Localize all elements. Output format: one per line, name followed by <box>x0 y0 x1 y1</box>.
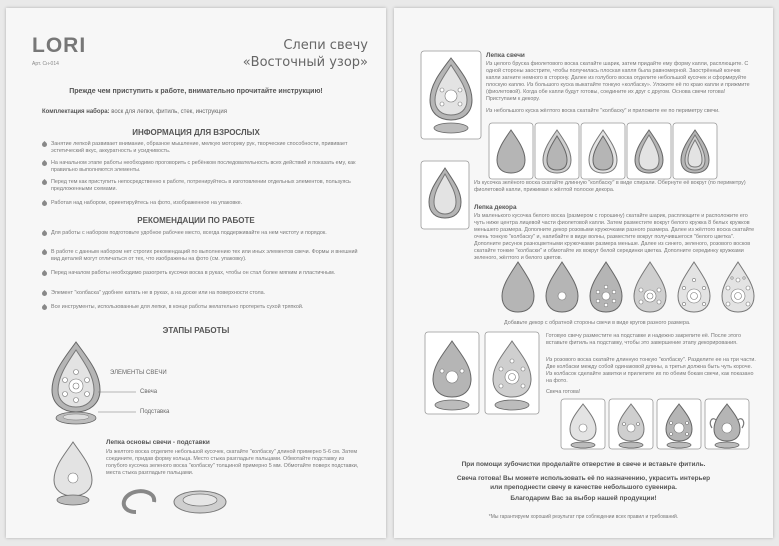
finale-line-1: При помощи зубочистки проделайте отверстие в свече и вставьте фитиль. <box>461 461 706 468</box>
reco-item: Все инструменты, использованные для лепки, в конце работы желательно протереть сухой тряпкой. <box>42 304 360 311</box>
brand-logo: LORI <box>32 34 87 57</box>
candle-diagram-image <box>46 338 106 428</box>
product-title-line1: Слепи свечу <box>283 38 368 53</box>
drop-bullet-icon <box>41 290 48 297</box>
footnote: *Мы гарантируем хороший результат при соблюдении всех правил и требований. <box>488 514 679 520</box>
drop-bullet-icon <box>41 270 48 277</box>
mold-candle-image <box>420 50 482 140</box>
drop-bullet-icon <box>41 304 48 311</box>
article-number: Арт. Сн-014 <box>32 61 59 67</box>
drop-bullet-icon <box>41 179 48 186</box>
mold-instructions: Из целого бруска фиолетового воска скатайте шарик, затем придайте ему форму капли, расплющите. С одной стороны заострите, чтобы получилась плоская капля была равномерной. Заострённый кончик капли загните немного в сторону. Далее из голубого воска отделите небольшой кусочек и сформируйте плоскую каплю. Из большого куска выкатайте тонкую «колбаску». Уложите её по краю капли и прижмите (фиолетовой). Когда обе капли будут готовы, соедините их друг с другом. Основа свечи готова! Приступаем к декору. <box>486 61 750 102</box>
reco-item: В работе с данным набором нет строгих рекомендаций по выполнению тех или иных элементов свечи. Формы и внешний вид деталей могут отличаться от тех, что изображены на фото (см. упаковку). <box>42 249 360 263</box>
finale-thanks: Благодарим Вас за выбор нашей продукции! <box>510 495 657 502</box>
left-page <box>6 8 386 538</box>
product-title-line2: «Восточный узор» <box>242 55 368 70</box>
elements-label: ЭЛЕМЕНТЫ СВЕЧИ <box>110 370 167 376</box>
stand-label: Подставка <box>140 409 170 415</box>
candle-label: Свеча <box>140 389 158 395</box>
stand-step-image <box>46 438 101 506</box>
right-page <box>394 8 773 538</box>
recommendations-heading: РЕКОМЕНДАЦИИ ПО РАБОТЕ <box>137 216 255 225</box>
drop-bullet-icon <box>41 160 48 167</box>
assemble-instructions: Готовую свечу разместите на подставке и надежно закрепите её. После этого вставьте фитиль на подставку, чтобы это завершение этапу декорирования. <box>546 333 742 346</box>
both-sides-note: Добавьте декор с обратной стороны свечи в виде кругов разного размера. <box>504 320 691 326</box>
pink-instructions: Из розового воска скатайте длинную тонкую "колбаску". Разделите ее на три части. Две колбаски между собой одинаковой длины, а третья должна быть чуть короче. Из колбасок сделайте завитки и прилепите их по обеим бокам свечи, как показано на фото. <box>546 357 756 384</box>
reco-item: Элемент "колбаска" удобнее катать не в руках, а на доске или на поверхности стола. <box>42 290 360 297</box>
info-heading: ИНФОРМАЦИЯ ДЛЯ ВЗРОСЛЫХ <box>132 128 260 137</box>
finale-line-2: Свеча готова! Вы можете использовать её по назначению, украсить интерьер <box>456 475 711 482</box>
mold-instructions-2: Из небольшого куска жёлтого воска скатайте "колбаску" и приложите ее по периметру свечи. <box>486 108 720 114</box>
warning-read-instructions: Прежде чем приступить к работе, внимательно прочитайте инструкцию! <box>69 88 323 95</box>
drop-steps-row1 <box>488 122 758 180</box>
base-heading: Лепка основы свечи - подставки <box>106 439 210 446</box>
kit-text: воск для лепки, фитиль, стек, инструкция <box>111 109 227 115</box>
ready-label: Свеча готова! <box>546 389 581 395</box>
callout-lines <box>98 378 138 418</box>
finale-line-3: или преподнести свечу в качестве небольшого сувенира. <box>490 484 677 491</box>
reco-item: Перед началом работы необходимо разогреть кусочки воска в руках, чтобы он стал более мягким и пластичным. <box>42 270 360 277</box>
drop-bullet-icon <box>41 200 48 207</box>
final-candles-row <box>560 398 750 450</box>
green-instructions: Из кусочка зелёного воска скатайте длинную "колбаску" в виде спирали. Обернуте её вокруг (по периметру) фиолетовой капли, прижимая к жёлтой полоске декора. <box>474 180 746 193</box>
reco-item: Для работы с набором подготовьте удобное рабочее место, всегда поддерживайте на нем чистоту и порядок. <box>42 230 360 237</box>
assemble-candle-images <box>424 331 540 417</box>
info-item: На начальном этапе работы необходимо проговорить с ребёнком последовательность всех действий и показать ему, как правильно выполняются элементы. <box>42 160 360 174</box>
green-wrap-image <box>420 160 470 230</box>
info-item: Перед тем как приступить непосредственно к работе, потренируйтесь в изготовлении отдельных элементов, пользуясь предложенными схемами. <box>42 179 360 193</box>
drop-bullet-icon <box>41 249 48 256</box>
kit-label: Комплектация набора: <box>42 109 110 115</box>
base-instructions: Из желтого воска отделите небольшой кусочек, скатайте "колбаску" длиной примерно 5-6 см. Затем соедините, придав форму кольца. Место стыка разгладьте пальцами. Обмотайте подставку из голубого кусочка зеленого воска "колбаску" толщиной примерно 5 мм. Обмотайте поверх подставки, места стыка разгладьте пальцами. <box>106 449 359 476</box>
stand-rings-image <box>116 482 236 518</box>
decor-steps-row2 <box>498 258 758 318</box>
mold-heading: Лепка свечи <box>486 52 525 59</box>
info-item: Занятие лепкой развивает внимание, образное мышление, мелкую моторику рук, творческие способности, прививает эстетический вкус, аккуратность и усидчивость. <box>42 141 360 155</box>
decor-instructions: Из маленького кусочка белого воска (размером с горошину) скатайте шарик, расплющите и расположите его чуть ниже центра лицевой части фиолетовой капли. Затем разместите вокруг белого кружка 8 белых кружков меньшего размера. Дополните декор розовыми кружочками разного размера. Далее из жёлтого воска скатайте очень тонкую "колбаску" и, напибайте в виде волны, разместите вокруг получившегося "белого цветка". Дополните рисунок разноцветными кружочками размера меньше. Далее из синего, зеленого, розового восков скатайте тонкие "колбаски" и обмотайте их вокруг белой серединки цветка. Дополните серединку кружками зеленого, жёлтого и белого цветов. <box>474 213 755 261</box>
drop-bullet-icon <box>41 230 48 237</box>
info-item: Работая над набором, ориентируйтесь на фото, изображенное на упаковке. <box>42 200 360 207</box>
kit-contents <box>42 109 227 115</box>
decor-heading: Лепка декора <box>474 204 517 211</box>
drop-bullet-icon <box>41 141 48 148</box>
stages-heading: ЭТАПЫ РАБОТЫ <box>162 326 230 335</box>
